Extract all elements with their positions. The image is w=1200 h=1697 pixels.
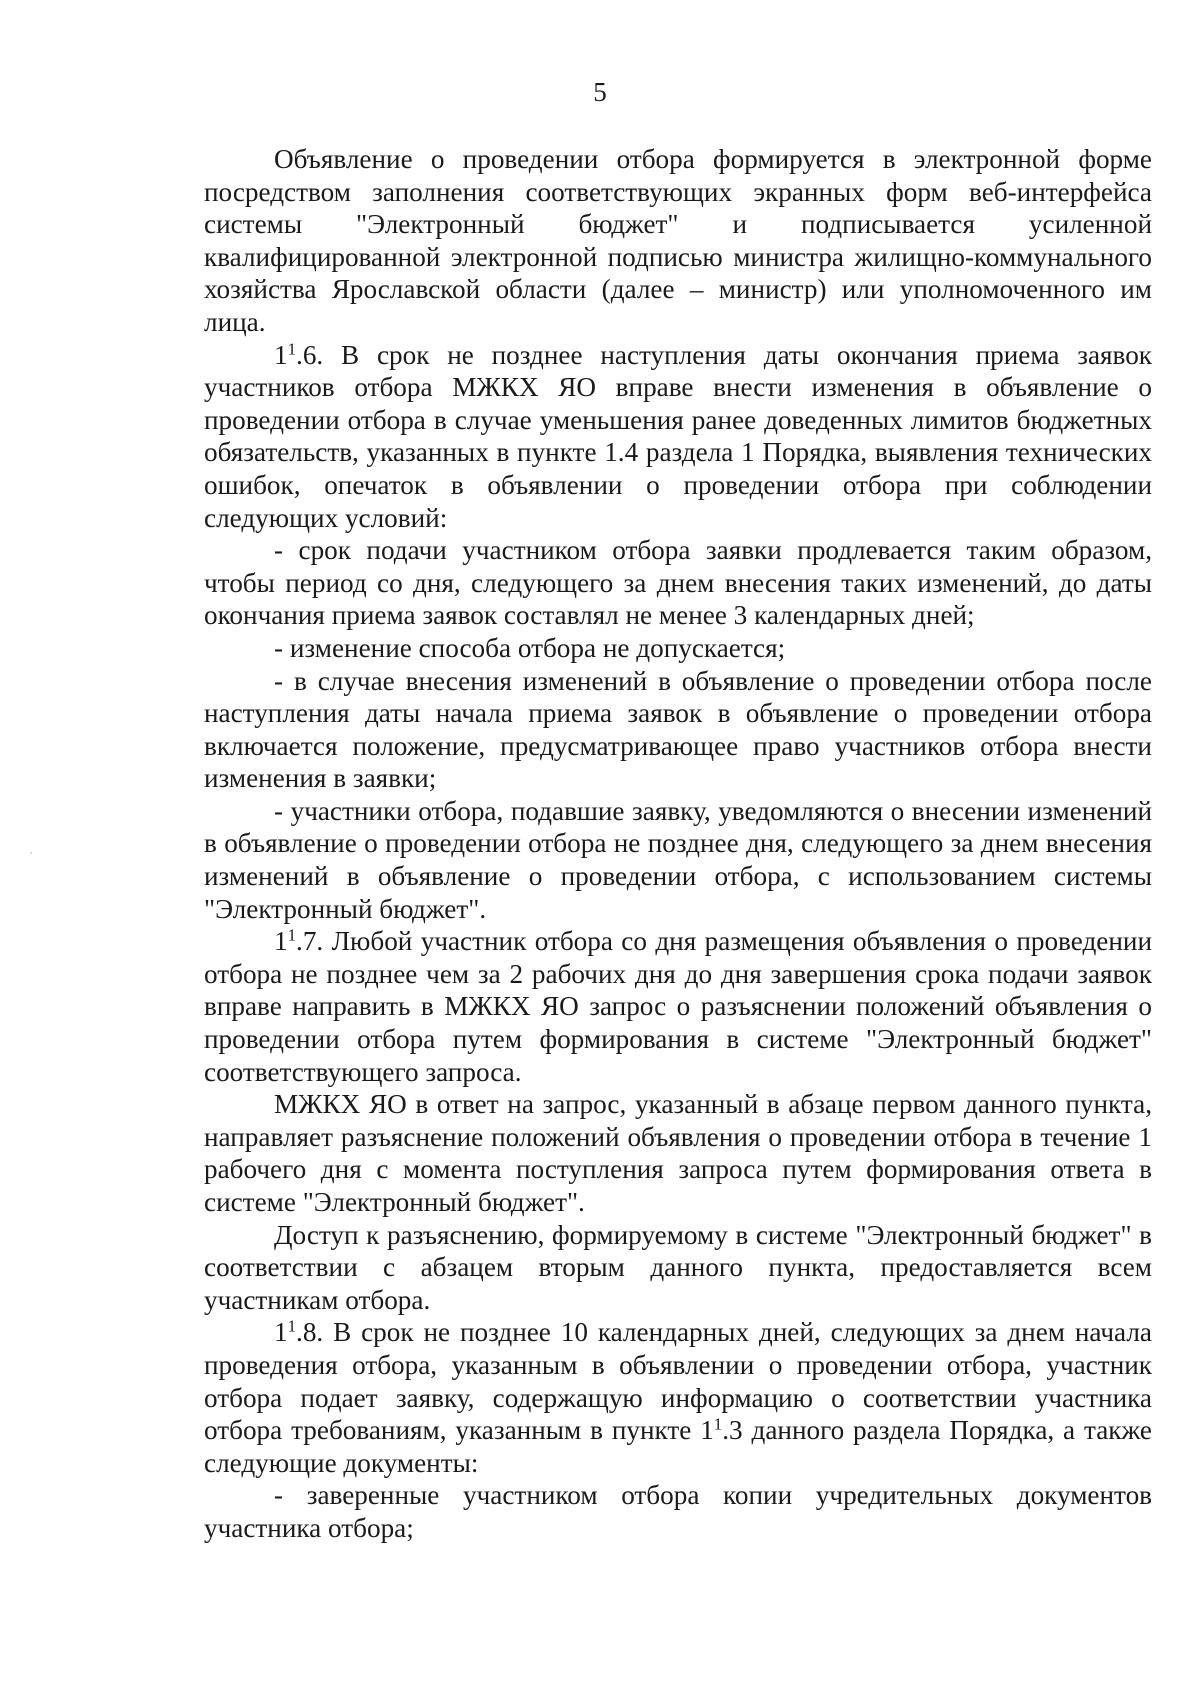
paragraph-clarification-access: Доступ к разъяснению, формируемому в системе "Электронный бюджет" в соответствии с абзацем вторым данного пункта, предоставляется всем участникам отбора. [204,1219,1152,1315]
list-item-deadline-extension: - срок подачи участником отбора заявки продлевается таким образом, чтобы период со дня, следующего за днем внесения таких изменений, до даты окончания приема заявок составлял не менее 3 календарных дней; [204,535,1152,631]
list-item-changes-after-start: - в случае внесения изменений в объявление о проведении отбора после наступления даты начала приема заявок в объявление о проведении отбора включается положение, предусматривающее право участников отбора внести изменения в заявки; [204,665,1152,794]
document-body [204,143,1152,1545]
paragraph-announcement-form: Объявление о проведении отбора формируется в электронной форме посредством заполнения соответствующих экранных форм веб-интерфейса системы "Электронный бюджет" и подписывается усиленной квалифицированной электронной подписью министра жилищно-коммунального хозяйства Ярославской области (далее – министр) или уполномоченного им лица. [204,144,1152,337]
list-item-founding-documents: - заверенные участником отбора копии учредительных документов участника отбора; [204,1480,1152,1543]
scan-speck [30,852,32,854]
section-number-superscript: 1 [287,925,297,945]
page-number: 5 [593,77,607,107]
paragraph-section-1-1-6: $1^1.6$. В срок не позднее наступления даты окончания приема заявок участников отбора МЖКХ ЯО вправе внести изменения в объявление о проведении отбора в случае уменьшения ранее доведенных лимитов бюджетных обязательств, указанных в пункте 1.4 раздела 1 Порядка, выявления технических ошибок, опечаток в объявлении о проведении отбора при соблюдении следующих условий: [204,339,1152,533]
section-number-lead: 1 [274,926,288,957]
section-number-superscript: 1 [287,339,297,359]
paragraph-section-1-1-7: $1^1.7$. Любой участник отбора со дня размещения объявления о проведении отбора не позднее чем за 2 рабочих дня до дня завершения срока подачи заявок вправе направить в МЖКХ ЯО запрос о разъяснении положений объявления о проведении отбора путем формирования в системе "Электронный бюджет" соответствующего запроса. [204,925,1152,1087]
section-number-superscript: 1 [287,1317,297,1337]
section-number-lead: 1 [274,339,288,370]
list-item-participants-notified: - участники отбора, подавшие заявку, уведомляются о внесении изменений в объявление о проведении отбора не позднее дня, следующего за днем внесения изменений в объявление о проведении отбора, с использованием системы "Электронный бюджет". [204,795,1152,924]
section-number-lead: 1 [274,1317,288,1348]
list-item-method-change: - изменение способа отбора не допускается; [274,632,786,663]
paragraph-clarification-response: МЖКХ ЯО в ответ на запрос, указанный в абзаце первом данного пункта, направляет разъяснение положений объявления о проведении отбора в течение 1 рабочего дня с момента поступления запроса путем формирования ответа в системе "Электронный бюджет". [204,1089,1152,1217]
paragraph-section-1-1-8: $1^1.8$. В срок не позднее 10 календарных дней, следующих за днем начала проведения отбора, указанным в объявлении о проведении отбора, участник отбора подает заявку, содержащую информацию о соответствии участника отбора требованиям, указанным в пункте $1^1.3$ данного раздела Порядка, а также следующие документы: [204,1317,1152,1478]
reference-superscript: 1 [713,1414,723,1434]
